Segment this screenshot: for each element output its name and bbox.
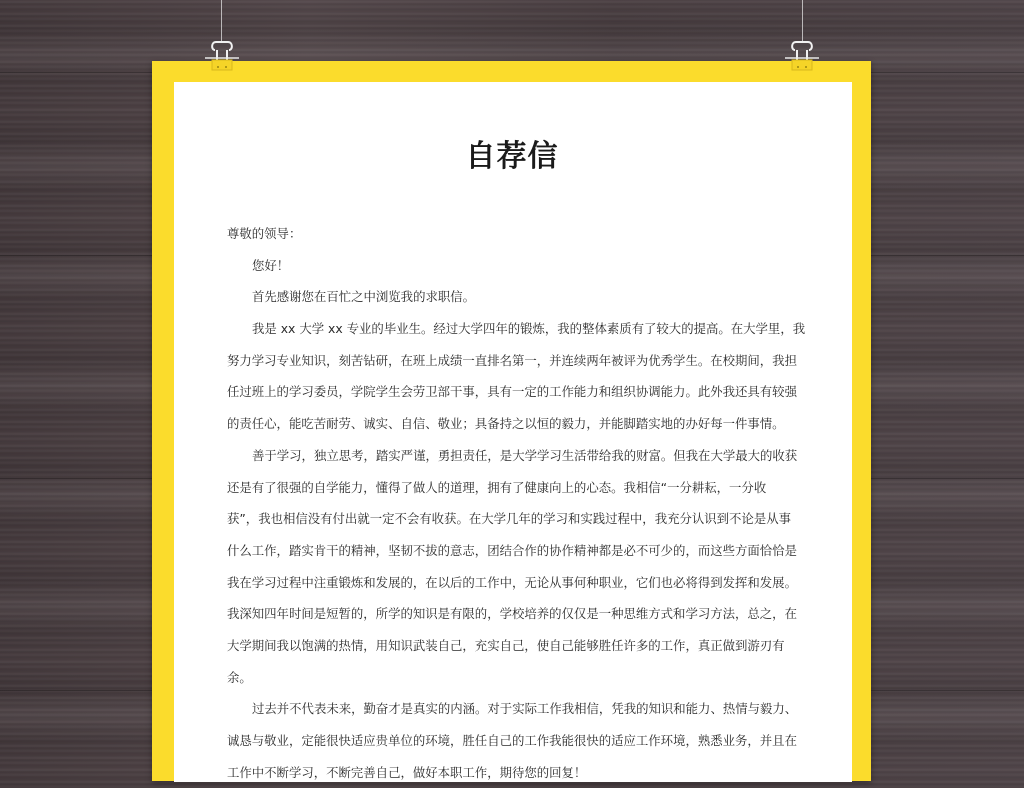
body-line: 我是 xx 大学 xx 专业的毕业生。经过大学四年的锻炼，我的整体素质有了较大的提高。在大学里，我 (252, 321, 806, 337)
body-line: 首先感谢您在百忙之中浏览我的求职信。 (252, 289, 476, 305)
body-line: 还是有了很强的自学能力，懂得了做人的道理，拥有了健康向上的心态。我相信“一分耕耘，一分收 (227, 479, 767, 495)
binder-clip-right-icon (783, 36, 821, 72)
body-line: 努力学习专业知识，刻苦钻研，在班上成绩一直排名第一，并连续两年被评为优秀学生。在校期间，我担 (227, 352, 797, 368)
body-line: 善于学习，独立思考，踏实严谨，勇担责任，是大学学习生活带给我的财富。但我在大学最大的收获 (252, 447, 798, 463)
binder-clip-left-icon (203, 36, 241, 72)
body-line: 我深知四年时间是短暂的，所学的知识是有限的，学校培养的仅仅是一种思维方式和学习方法，总之，在 (227, 606, 797, 622)
body-line: 获”，我也相信没有付出就一定不会有收获。在大学几年的学习和实践过程中，我充分认识到不论是从事 (227, 511, 791, 527)
letter-body (227, 218, 827, 788)
body-line: 诚恳与敬业，定能很快适应贵单位的环境，胜任自己的工作我能很快的适应工作环境，熟悉业务，并且在 (227, 733, 797, 748)
body-line: 任过班上的学习委员，学院学生会劳卫部干事，具有一定的工作能力和组织协调能力。此外我还具有较强 (227, 384, 797, 400)
body-line: 过去并不代表未来，勤奋才是真实的内涵。对于实际工作我相信，凭我的知识和能力、热情与毅力、 (252, 701, 798, 717)
body-line: 我在学习过程中注重锻炼和发展的，在以后的工作中，无论从事何种职业，它们也必将得到发挥和发展。 (227, 574, 797, 590)
body-line: 大学期间我以饱满的热情，用知识武装自己，充实自己，使自己能够胜任许多的工作，真正做到游刃有 (227, 637, 785, 653)
body-line: 的责任心，能吃苦耐劳、诚实、自信、敬业；具备持之以恒的毅力，并能脚踏实地的办好每一件事情。 (227, 416, 785, 432)
body-line: 工作中不断学习，不断完善自己，做好本职工作，期待您的回复！ (227, 764, 587, 780)
letter-title: 自荐信 (465, 139, 559, 174)
salutation: 尊敬的领导： (227, 226, 302, 241)
greeting: 您好！ (252, 257, 290, 273)
body-line: 余。 (227, 669, 252, 685)
body-line: 什么工作，踏实肯干的精神，坚韧不拔的意志，团结合作的协作精神都是必不可少的，而这些方面恰恰是 (227, 542, 797, 558)
